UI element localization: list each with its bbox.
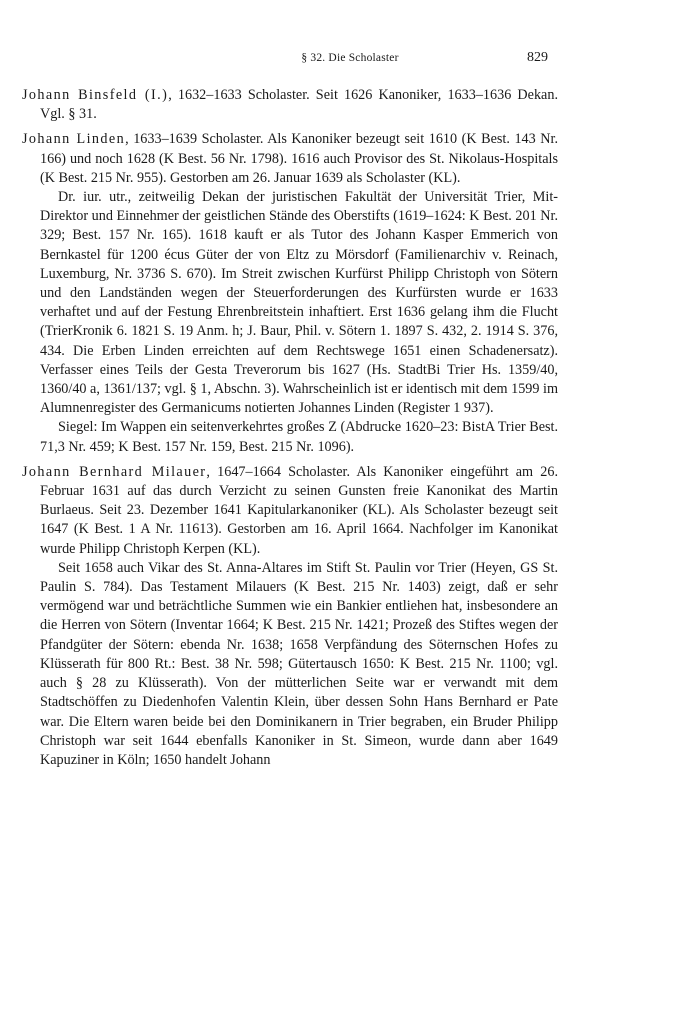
entry-text: , 1632–1633 Scholaster. Seit 1626 Kanoniker, 1633–1636 Dekan. Vgl. § 31. [40, 87, 558, 123]
entry-paragraph [22, 86, 558, 124]
entry-text: , 1647–1664 Scholaster. Als Kanoniker eingeführt am 26. Februar 1631 auf das durch Verzicht zu seinen Gunsten freie Kanonikat des Martin Burlaeus. Seit 23. Dezember 1641 Kapitularkanoniker (KL). Als Scholaster bezeugt seit 1647 (K Best. 1 A Nr. 11613). Gestorben am 16. April 1664. Nachfolger im Kanonikat wurde Philipp Christoph Kerpen (KL). [40, 463, 558, 557]
entry-paragraph [22, 130, 558, 188]
entry-paragraph [22, 463, 558, 559]
entry-milauer [22, 463, 558, 770]
entry-text: , 1633–1639 Scholaster. Als Kanoniker bezeugt seit 1610 (K Best. 143 Nr. 166) und noch 1628 (K Best. 56 Nr. 1798). 1616 auch Provisor des St. Nikolaus-Hospitals (K Best. 215 Nr. 955). Gestorben am 26. Januar 1639 als Scholaster (KL). [40, 131, 558, 186]
entry-linden [22, 130, 558, 456]
entry-name: Johann Bernhard Milauer [22, 463, 207, 480]
entry-paragraph: Dr. iur. utr., zeitweilig Dekan der juristischen Fakultät der Universität Trier, Mit-Direktor und Einnehmer der geistlichen Stände des Oberstifts (1619–1624: K Best. 201 Nr. 329; Best. 157 Nr. 165). 1618 kauft er als Tutor des Johann Kasper Emmerich von Bernkastel für 1200 écus Güter der von Eltz zu Mörsdorf (Familienarchiv v. Reinach, Luxemburg, Nr. 3736 S. 670). Im Streit zwischen Kurfürst Philipp Christoph von Sötern und den Landständen wegen der Steuerforderungen des Kurfürsten wurde er 1633 verhaftet und auf der Festung Ehrenbreitstein inhaftiert. Erst 1636 gelang ihm die Flucht (TrierKronik 6. 1821 S. 19 Anm. h; J. Baur, Phil. v. Sötern 1. 1897 S. 432, 2. 1914 S. 376, 434. Die Erben Linden erreichten auf dem Rechtswege 1651 einen Schadenersatz). Verfasser eines Teils der Gesta Treverorum bis 1627 (Hs. StadtBi Trier Hs. 1359/40, 1360/40 a, 1361/137; vgl. § 1, Abschn. 3). Wahrscheinlich ist er identisch mit dem 1599 im Alumnenregister des Germanicums notierten Johannes Linden (Register 1 937). [40, 189, 558, 417]
running-head [0, 52, 700, 68]
page-number: 829 [527, 50, 548, 65]
entry-paragraph: Seit 1658 auch Vikar des St. Anna-Altares im Stift St. Paulin vor Trier (Heyen, GS St. Paulin S. 784). Das Testament Milauers (K Best. 215 Nr. 1403) zeigt, daß er sehr vermögend war und beträchtliche Summen wie ein Bankier entliehen hat, insbesondere an die Herren von Sötern (Inventar 1664; K Best. 215 Nr. 1421; Prozeß des Stiftes wegen der Pfandgüter der Sötern: ebenda Nr. 1638; 1658 Verpfändung des Söternschen Hofes zu Klüsserath für 800 Rt.: Best. 38 Nr. 598; Gütertausch 1650: K Best. 215 Nr. 1100; vgl. auch § 28 zu Klüsserath). Von der mütterlichen Seite war er verwandt mit dem Stadtschöffen zu Diedenhofen Valentin Klein, über dessen Sohn Hans Bernhard er Pate war. Die Eltern waren beide bei den Dominikanern in Trier begraben, ein Bruder Philipp Christoph war seit 1644 ebenfalls Kanoniker in St. Simeon, wurde dann aber 1649 Kapuziner in Köln; 1650 handelt Johann [40, 559, 558, 768]
running-title: § 32. Die Scholaster [301, 52, 399, 64]
entry-binsfeld [22, 86, 558, 124]
entry-name: Johann Binsfeld (I.) [22, 87, 169, 103]
entry-paragraph: Siegel: Im Wappen ein seitenverkehrtes großes Z (Abdrucke 1620–23: BistA Trier Best. 71,3 Nr. 459; K Best. 157 Nr. 159, Best. 215 Nr. 1096). [40, 419, 558, 455]
text-body [22, 86, 558, 776]
entry-name: Johann Linden [22, 131, 126, 148]
